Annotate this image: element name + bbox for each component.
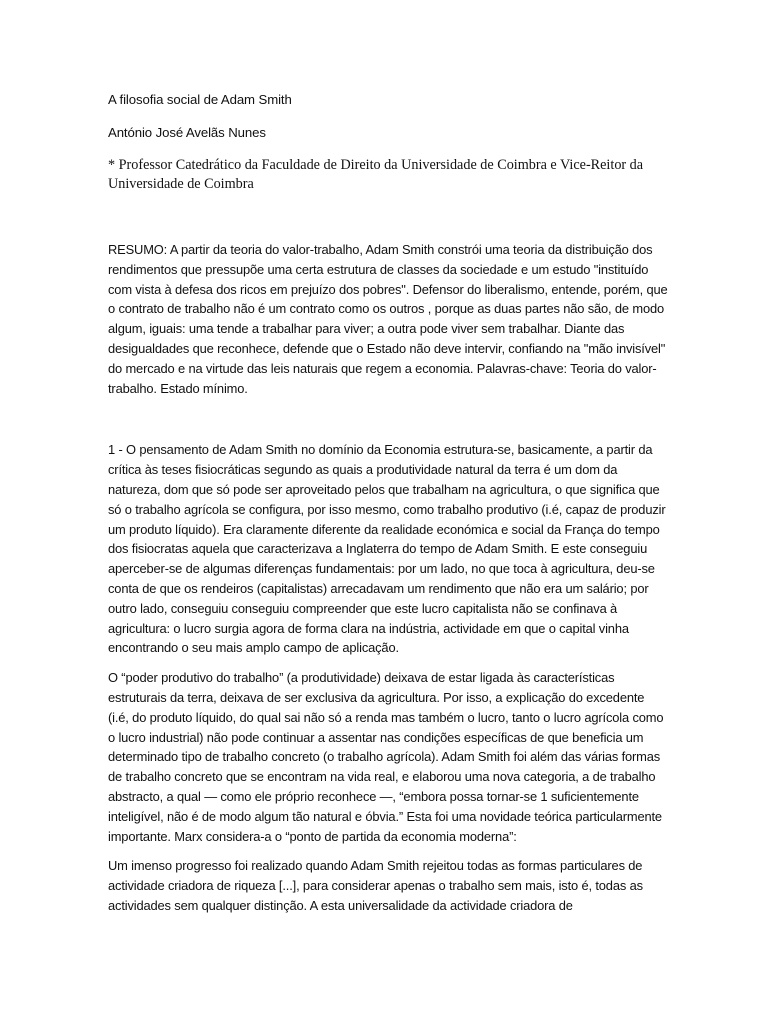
body-paragraph-1: 1 - O pensamento de Adam Smith no domínio da Economia estrutura-se, basicamente, a partir da crítica às teses fisiocráticas segundo as quais a produtividade natural da terra é um dom da natureza, dom que só pode ser aproveitado pelos que trabalham na agricultura, o que significa que só o trabalho agrícola se configura, por isso mesmo, como trabalho produtivo (i.é, capaz de produzir um produto líquido). Era claramente diferente da realidade económica e social da França do tempo dos fisiocratas aquela que caracterizava a Inglaterra do tempo de Adam Smith. E este conseguiu aperceber-se de algumas diferenças fundamentais: por um lado, no que toca à agricultura, deu-se conta de que os rendeiros (capitalistas) arrecadavam um rendimento que não era um salário; por outro lado, conseguiu conseguiu compreender que este lucro capitalista não se confinava à agricultura: o lucro surgia agora de forma clara na indústria, actividade em que o capital vinha encontrando o seu mais amplo campo de aplicação.	[108, 442, 666, 656]
body-paragraph-3: Um imenso progresso foi realizado quando Adam Smith rejeitou todas as formas particulares de actividade criadora de riqueza [...], para considerar apenas o trabalho sem mais, isto é, todas as actividades sem qualquer distinção. A esta universalidade da actividade criadora de	[108, 858, 643, 913]
body-paragraph-2: O “poder produtivo do trabalho” (a produtividade) deixava de estar ligada às características estruturais da terra, deixava de ser exclusiva da agricultura. Por isso, a explicação do excedente (i.é, do produto líquido, do qual sai não só a renda mas também o lucro, tanto o lucro agrícola como o lucro industrial) não pode continuar a assentar nas condições específicas de que beneficia um determinado tipo de trabalho concreto (o trabalho agrícola). Adam Smith foi além das várias formas de trabalho concreto que se encontram na vida real, e elaborou uma nova categoria, a de trabalho abstracto, a qual — como ele próprio reconhece —, “embora possa tornar-se 1 suficientemente inteligível, não é de modo algum tão natural e óbvia.” Esta foi uma novidade teórica particularmente importante. Marx considera-a o “ponto de partida da economia moderna”:	[108, 670, 664, 844]
author-affiliation: * Professor Catedrático da Faculdade de Direito da Universidade de Coimbra e Vice-Reitor da Universidade de Coimbra	[108, 157, 644, 192]
abstract-paragraph: RESUMO: A partir da teoria do valor-trabalho, Adam Smith constrói uma teoria da distribuição dos rendimentos que pressupõe uma certa estrutura de classes da sociedade e um estudo "instituído com vista à defesa dos ricos em prejuízo dos pobres". Defensor do liberalismo, entende, porém, que o contrato de trabalho não é um contrato como os outros , porque as duas partes não são, de modo algum, iguais: uma tende a trabalhar para viver; a outra pode viver sem trabalhar. Diante das desigualdades que reconhece, defende que o Estado não deve intervir, confiando na "mão invisível" do mercado e na virtude das leis naturais que regem a economia. Palavras-chave: Teoria do valor-trabalho. Estado mínimo.	[108, 242, 668, 396]
document-author: António José Avelãs Nunes	[108, 125, 266, 140]
document-title: A filosofia social de Adam Smith	[108, 92, 292, 107]
document-page	[108, 90, 668, 926]
